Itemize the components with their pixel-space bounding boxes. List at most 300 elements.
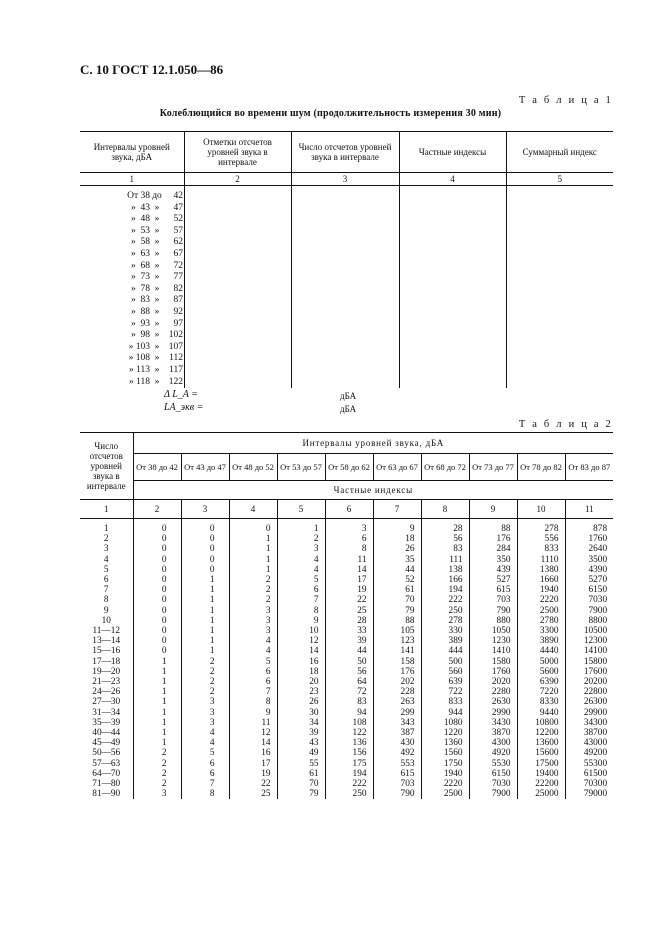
row-index-cell: 1 (229, 565, 277, 575)
table1 (80, 131, 613, 388)
row-index-cell: 88 (469, 519, 517, 535)
interval-item (80, 261, 184, 273)
formula-delta-la: Δ L_A = (164, 389, 198, 400)
row-index-cell: 8 (277, 606, 325, 616)
interval-from: » 93 (131, 318, 150, 329)
row-index-cell: 39 (325, 636, 373, 646)
row-index-cell: 444 (421, 646, 469, 656)
interval-item (80, 284, 184, 296)
table-row (80, 657, 613, 667)
row-index-cell: 1380 (517, 565, 565, 575)
row-index-cell: 10500 (565, 626, 613, 636)
row-index-cell: 0 (133, 544, 181, 554)
row-index-cell: 5530 (469, 759, 517, 769)
row-index-cell: 250 (325, 789, 373, 799)
row-index-cell: 194 (325, 769, 373, 779)
row-index-cell: 3 (229, 606, 277, 616)
interval-item (80, 203, 184, 215)
row-count-cell: 17—18 (92, 656, 121, 667)
row-index-cell: 1580 (469, 657, 517, 667)
row-index-cell: 12 (229, 728, 277, 738)
row-index-cell: 1 (181, 636, 229, 646)
interval-from: » 88 (131, 306, 150, 317)
row-index-cell: 3500 (565, 555, 613, 565)
row-index-cell: 105 (373, 626, 421, 636)
interval-sep: » (154, 318, 160, 329)
row-index-cell: 2 (229, 585, 277, 595)
table2-header-row (80, 433, 613, 454)
row-index-cell: 2 (133, 748, 181, 758)
interval-sep: » (154, 237, 160, 248)
row-index-cell: 15600 (517, 748, 565, 758)
table1-label: Т а б л и ц а 1 (518, 95, 613, 106)
formula-unit: дБА (340, 404, 357, 414)
interval-sep: » (154, 260, 160, 271)
row-index-cell: 14100 (565, 646, 613, 656)
formula-la-ekv: LA_экв = (164, 402, 204, 413)
row-index-cell: 5600 (517, 667, 565, 677)
table1-col-number: 2 (184, 173, 291, 186)
row-index-cell: 6390 (517, 677, 565, 687)
row-index-cell: 4 (277, 555, 325, 565)
row-count-cell: 3 (103, 544, 109, 555)
row-index-cell: 3430 (469, 718, 517, 728)
table2-col-number: 8 (421, 500, 469, 519)
table-row (80, 687, 613, 697)
row-index-cell: 1 (181, 585, 229, 595)
table2-col-number: 6 (325, 500, 373, 519)
row-index-cell: 5 (277, 575, 325, 585)
interval-to: 87 (173, 295, 183, 306)
interval-from: » 113 (128, 364, 150, 375)
row-index-cell: 44 (373, 565, 421, 575)
row-index-cell: 4 (229, 646, 277, 656)
row-index-cell: 30 (277, 708, 325, 718)
row-index-cell: 39 (277, 728, 325, 738)
row-index-cell: 833 (421, 697, 469, 707)
row-index-cell: 1 (133, 687, 181, 697)
row-index-cell: 1 (181, 575, 229, 585)
table2-interval-header: От 58 до 62 (325, 454, 373, 481)
row-index-cell: 17 (325, 575, 373, 585)
row-index-cell: 0 (133, 585, 181, 595)
table2-col-number: 11 (565, 500, 613, 519)
row-count-cell: 5 (103, 564, 109, 575)
row-index-cell: 3890 (517, 636, 565, 646)
row-index-cell: 138 (421, 565, 469, 575)
row-index-cell: 9 (277, 616, 325, 626)
table1-header-row (80, 132, 613, 173)
row-count-cell: 64—70 (92, 768, 121, 779)
row-index-cell: 944 (421, 708, 469, 718)
interval-sep: » (154, 376, 160, 387)
interval-to: 62 (173, 237, 183, 248)
table-row (80, 595, 613, 605)
row-index-cell: 56 (325, 667, 373, 677)
row-index-cell: 3 (181, 708, 229, 718)
row-count-cell: 6 (103, 575, 109, 586)
row-index-cell: 19 (325, 585, 373, 595)
row-index-cell: 111 (421, 555, 469, 565)
row-index-cell: 7220 (517, 687, 565, 697)
table2-col-number: 1 (80, 500, 133, 519)
interval-from: » 118 (128, 376, 150, 387)
row-index-cell: 1 (133, 708, 181, 718)
table2-sub-header: Частные индексы (333, 485, 413, 495)
row-index-cell: 12 (277, 636, 325, 646)
interval-sep: » (154, 248, 160, 259)
interval-from: » 63 (131, 248, 150, 259)
interval-from: » 103 (128, 341, 150, 352)
row-index-cell: 556 (517, 534, 565, 544)
table2-interval-header: От 78 до 82 (517, 454, 565, 481)
row-index-cell: 7030 (565, 595, 613, 605)
row-index-cell: 15800 (565, 657, 613, 667)
table-row (80, 718, 613, 728)
row-index-cell: 6 (325, 534, 373, 544)
table1-total-cell (506, 186, 613, 389)
table2-col-number: 9 (469, 500, 517, 519)
row-index-cell: 8800 (565, 616, 613, 626)
row-index-cell: 527 (469, 575, 517, 585)
row-index-cell: 56 (421, 534, 469, 544)
row-index-cell: 7 (277, 595, 325, 605)
row-index-cell: 833 (517, 544, 565, 554)
row-index-cell: 175 (325, 759, 373, 769)
row-count-cell: 13—14 (92, 636, 121, 647)
row-index-cell: 4300 (469, 738, 517, 748)
row-index-cell: 299 (373, 708, 421, 718)
row-index-cell: 703 (373, 779, 421, 789)
row-index-cell: 17500 (517, 759, 565, 769)
row-index-cell: 3 (181, 697, 229, 707)
row-index-cell: 1760 (469, 667, 517, 677)
row-count-cell: 19—20 (92, 666, 121, 677)
interval-from: » 108 (128, 353, 150, 364)
table2-col-number: 10 (517, 500, 565, 519)
row-index-cell: 1 (133, 667, 181, 677)
row-index-cell: 2 (133, 759, 181, 769)
table-row (80, 738, 613, 748)
row-index-cell: 2500 (421, 789, 469, 799)
table-row (80, 636, 613, 646)
row-index-cell: 176 (373, 667, 421, 677)
row-index-cell: 5 (229, 657, 277, 667)
row-index-cell: 1 (133, 718, 181, 728)
row-index-cell: 166 (421, 575, 469, 585)
interval-to: 47 (173, 202, 183, 213)
row-index-cell: 3300 (517, 626, 565, 636)
interval-from: » 73 (131, 272, 150, 283)
interval-to: 42 (173, 191, 183, 201)
interval-to: 92 (173, 306, 183, 317)
row-index-cell: 492 (373, 748, 421, 758)
row-index-cell: 61500 (565, 769, 613, 779)
row-index-cell: 0 (133, 636, 181, 646)
table-row (80, 759, 613, 769)
row-index-cell: 4 (277, 565, 325, 575)
table2-interval-header: От 73 до 77 (469, 454, 517, 481)
row-index-cell: 122 (325, 728, 373, 738)
row-index-cell: 1940 (517, 585, 565, 595)
row-index-cell: 79000 (565, 789, 613, 799)
row-index-cell: 8 (325, 544, 373, 554)
row-index-cell: 23 (277, 687, 325, 697)
row-index-cell: 14 (229, 738, 277, 748)
row-index-cell: 430 (373, 738, 421, 748)
table2-interval-header: От 38 до 42 (133, 454, 181, 481)
table-row (80, 544, 613, 554)
row-index-cell: 1 (133, 738, 181, 748)
table1-col-number: 5 (506, 173, 613, 186)
row-index-cell: 29900 (565, 708, 613, 718)
row-index-cell: 2 (229, 595, 277, 605)
interval-item (80, 191, 184, 203)
row-index-cell: 2 (229, 575, 277, 585)
row-index-cell: 0 (133, 616, 181, 626)
table-row (80, 585, 613, 595)
row-index-cell: 278 (421, 616, 469, 626)
interval-from: » 83 (131, 295, 150, 306)
row-index-cell: 26 (277, 697, 325, 707)
row-index-cell: 6 (181, 759, 229, 769)
row-index-cell: 8 (181, 789, 229, 799)
row-index-cell: 16 (229, 748, 277, 758)
row-index-cell: 3 (181, 718, 229, 728)
row-index-cell: 615 (469, 585, 517, 595)
interval-list (80, 186, 184, 388)
row-index-cell: 194 (421, 585, 469, 595)
table2-col-number: 5 (277, 500, 325, 519)
row-index-cell: 1 (181, 626, 229, 636)
interval-item (80, 377, 184, 389)
table2-interval-header: От 68 до 72 (421, 454, 469, 481)
interval-item (80, 365, 184, 377)
row-index-cell: 1410 (469, 646, 517, 656)
row-count-cell: 4 (103, 554, 109, 565)
row-index-cell: 20 (277, 677, 325, 687)
table2-interval-header: От 83 до 87 (565, 454, 613, 481)
interval-item (80, 214, 184, 226)
row-index-cell: 64 (325, 677, 373, 687)
row-index-cell: 3 (229, 626, 277, 636)
row-index-cell: 2 (277, 534, 325, 544)
row-index-cell: 790 (469, 606, 517, 616)
row-index-cell: 2 (133, 779, 181, 789)
row-index-cell: 1230 (469, 636, 517, 646)
interval-from: От 38 (127, 191, 150, 201)
table-row (80, 555, 613, 565)
table-row (80, 616, 613, 626)
row-index-cell: 88 (373, 616, 421, 626)
row-index-cell: 17600 (565, 667, 613, 677)
row-index-cell: 28 (421, 519, 469, 535)
row-index-cell: 615 (373, 769, 421, 779)
row-index-cell: 108 (325, 718, 373, 728)
interval-from: » 98 (131, 330, 150, 341)
row-index-cell: 4390 (565, 565, 613, 575)
row-index-cell: 12300 (565, 636, 613, 646)
interval-from: » 68 (131, 260, 150, 271)
row-index-cell: 4 (229, 636, 277, 646)
row-index-cell: 0 (181, 519, 229, 535)
row-index-cell: 83 (325, 697, 373, 707)
row-index-cell: 4440 (517, 646, 565, 656)
row-index-cell: 3 (229, 616, 277, 626)
row-index-cell: 553 (373, 759, 421, 769)
row-count-cell: 35—39 (92, 717, 121, 728)
row-index-cell: 1660 (517, 575, 565, 585)
row-index-cell: 7030 (469, 779, 517, 789)
row-index-cell: 8330 (517, 697, 565, 707)
row-index-cell: 1560 (421, 748, 469, 758)
table2-interval-header-row (80, 454, 613, 481)
table-row (80, 677, 613, 687)
row-count-cell: 11—12 (92, 626, 121, 637)
interval-sep: » (154, 341, 160, 352)
row-index-cell: 6 (229, 677, 277, 687)
table2-label: Т а б л и ц а 2 (518, 419, 613, 430)
row-index-cell: 0 (181, 534, 229, 544)
interval-to: 122 (168, 376, 183, 387)
row-index-cell: 0 (133, 555, 181, 565)
row-index-cell: 141 (373, 646, 421, 656)
row-index-cell: 5270 (565, 575, 613, 585)
row-index-cell: 28 (325, 616, 373, 626)
row-index-cell: 278 (517, 519, 565, 535)
row-index-cell: 25 (229, 789, 277, 799)
interval-item (80, 272, 184, 284)
row-index-cell: 55 (277, 759, 325, 769)
table1-col-number: 1 (129, 174, 134, 184)
row-index-cell: 3870 (469, 728, 517, 738)
table-row (80, 575, 613, 585)
interval-sep: » (154, 272, 160, 283)
row-index-cell: 0 (181, 544, 229, 554)
row-index-cell: 222 (325, 779, 373, 789)
row-index-cell: 158 (373, 657, 421, 667)
row-index-cell: 1110 (517, 555, 565, 565)
row-index-cell: 222 (421, 595, 469, 605)
row-index-cell: 878 (565, 519, 613, 535)
row-index-cell: 1 (181, 646, 229, 656)
formula-unit: дБА (340, 391, 357, 401)
row-index-cell: 94 (325, 708, 373, 718)
row-index-cell: 2 (133, 769, 181, 779)
row-index-cell: 1 (181, 595, 229, 605)
table-row (80, 779, 613, 789)
interval-to: 107 (168, 341, 183, 352)
row-index-cell: 263 (373, 697, 421, 707)
row-count-cell: 2 (103, 534, 109, 545)
row-index-cell: 202 (373, 677, 421, 687)
row-index-cell: 0 (133, 565, 181, 575)
row-index-cell: 722 (421, 687, 469, 697)
row-index-cell: 20200 (565, 677, 613, 687)
row-index-cell: 7 (229, 687, 277, 697)
row-index-cell: 6 (277, 585, 325, 595)
row-index-cell: 22 (229, 779, 277, 789)
interval-from: » 53 (131, 225, 150, 236)
row-count-cell: 81—90 (92, 789, 121, 800)
row-index-cell: 1 (133, 677, 181, 687)
table-row (80, 626, 613, 636)
row-index-cell: 19 (229, 769, 277, 779)
row-count-cell: 7 (103, 585, 109, 596)
row-index-cell: 4 (181, 728, 229, 738)
row-index-cell: 0 (133, 519, 181, 535)
row-index-cell: 0 (133, 646, 181, 656)
row-index-cell: 350 (469, 555, 517, 565)
table-row (80, 534, 613, 544)
interval-item (80, 330, 184, 342)
row-count-cell: 45—49 (92, 738, 121, 749)
row-index-cell: 2780 (517, 616, 565, 626)
row-index-cell: 0 (229, 519, 277, 535)
interval-sep: » (154, 225, 160, 236)
table2-interval-header: От 53 до 57 (277, 454, 325, 481)
table1-partial-cell (399, 186, 506, 389)
row-index-cell: 79 (373, 606, 421, 616)
row-index-cell: 6150 (565, 585, 613, 595)
row-count-cell: 8 (103, 595, 109, 606)
row-index-cell: 34 (277, 718, 325, 728)
table-row (80, 697, 613, 707)
table1-title: Колеблющийся во времени шум (продолжительность измерения 30 мин) (159, 108, 502, 119)
table1-col-header: Суммарный индекс (506, 132, 613, 173)
row-index-cell: 11 (325, 555, 373, 565)
row-index-cell: 49 (277, 748, 325, 758)
row-index-cell: 6150 (469, 769, 517, 779)
interval-sep: » (154, 214, 160, 225)
row-index-cell: 70 (373, 595, 421, 605)
row-index-cell: 500 (421, 657, 469, 667)
table2-col-number: 3 (181, 500, 229, 519)
row-index-cell: 5 (181, 748, 229, 758)
table1-col-header: Частные индексы (399, 132, 506, 173)
table1-marks-cell (184, 186, 291, 389)
row-index-cell: 10 (277, 626, 325, 636)
row-index-cell: 1750 (421, 759, 469, 769)
row-index-cell: 2990 (469, 708, 517, 718)
interval-item (80, 319, 184, 331)
row-count-cell: 21—23 (92, 677, 121, 688)
row-index-cell: 2 (181, 657, 229, 667)
row-index-cell: 2020 (469, 677, 517, 687)
row-index-cell: 7 (181, 779, 229, 789)
row-index-cell: 1 (133, 657, 181, 667)
row-index-cell: 44 (325, 646, 373, 656)
table2-col-number: 4 (229, 500, 277, 519)
interval-to: 102 (168, 330, 183, 341)
row-index-cell: 0 (133, 595, 181, 605)
row-index-cell: 0 (133, 606, 181, 616)
row-index-cell: 17 (229, 759, 277, 769)
row-index-cell: 1 (133, 728, 181, 738)
row-index-cell: 330 (421, 626, 469, 636)
row-index-cell: 22800 (565, 687, 613, 697)
row-index-cell: 26 (373, 544, 421, 554)
row-index-cell: 1 (181, 616, 229, 626)
row-index-cell: 14 (325, 565, 373, 575)
row-count-cell: 1 (103, 524, 109, 534)
row-index-cell: 22200 (517, 779, 565, 789)
table1-number-row (80, 173, 613, 186)
row-index-cell: 5000 (517, 657, 565, 667)
interval-sep: » (154, 283, 160, 294)
row-index-cell: 61 (277, 769, 325, 779)
row-index-cell: 11 (229, 718, 277, 728)
